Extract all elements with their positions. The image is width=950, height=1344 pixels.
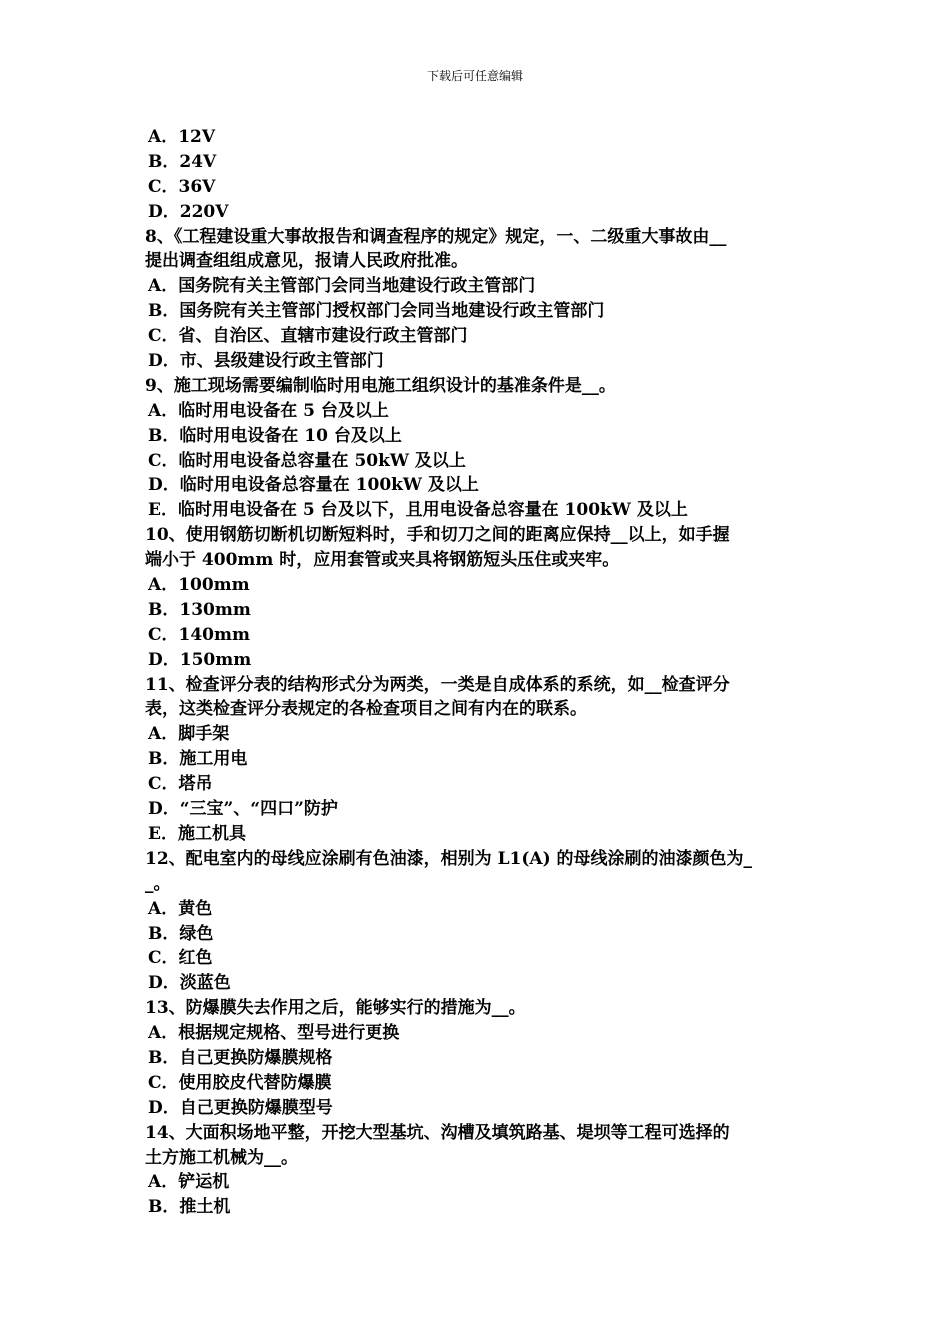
answer-option: D．150mm	[148, 649, 252, 670]
answer-option: B．推土机	[148, 1197, 231, 1218]
answer-option: B．临时用电设备在 10 台及以上	[148, 425, 402, 446]
answer-option: B．130mm	[148, 599, 251, 620]
page-header: 下载后可任意编辑	[426, 69, 523, 83]
answer-option: A．脚手架	[148, 724, 230, 745]
answer-option: A．铲运机	[148, 1172, 230, 1193]
question-text: _。	[145, 873, 171, 894]
answer-option: C．140mm	[148, 624, 250, 645]
answer-option: D．市、县级建设行政主管部门	[148, 351, 384, 372]
answer-option: A．根据规定规格、型号进行更换	[148, 1023, 400, 1044]
answer-option: D．220V	[148, 201, 229, 222]
question-text: 9、施工现场需要编制临时用电施工组织设计的基准条件是__。	[145, 375, 616, 396]
question-text: 提出调查组组成意见，报请人民政府批准。	[145, 251, 468, 272]
question-text: 端小于 400mm 时，应用套管或夹具将钢筋短头压住或夹牢。	[145, 550, 620, 571]
answer-option: A．临时用电设备在 5 台及以上	[148, 400, 389, 421]
answer-option: A．国务院有关主管部门会同当地建设行政主管部门	[148, 276, 536, 297]
answer-option: B．国务院有关主管部门授权部门会同当地建设行政主管部门	[148, 301, 605, 322]
answer-option: B．施工用电	[148, 749, 248, 770]
answer-option: C．临时用电设备总容量在 50kW 及以上	[148, 450, 466, 471]
answer-option: A．12V	[148, 127, 216, 147]
answer-option: D．临时用电设备总容量在 100kW 及以上	[148, 475, 479, 496]
answer-option: B．24V	[148, 151, 217, 172]
answer-option: E．施工机具	[148, 823, 246, 844]
answer-option: A．黄色	[148, 898, 213, 919]
answer-option: B．自己更换防爆膜规格	[148, 1047, 333, 1068]
answer-option: A．100mm	[148, 575, 250, 596]
answer-option: C．36V	[148, 176, 216, 197]
answer-option: D．“三宝”、“四口”防护	[148, 799, 338, 820]
question-text: 土方施工机械为__。	[145, 1147, 298, 1168]
document-body	[145, 125, 810, 1220]
answer-option: D．淡蓝色	[148, 973, 231, 994]
question-text: 表，这类检查评分表规定的各检查项目之间有内在的联系。	[145, 699, 587, 720]
question-text: 14、大面积场地平整，开挖大型基坑、沟槽及填筑路基、堤坝等工程可选择的	[145, 1122, 730, 1143]
answer-option: E．临时用电设备在 5 台及以下，且用电设备总容量在 100kW 及以上	[148, 500, 688, 521]
answer-option: C．塔吊	[148, 774, 213, 795]
question-text: 10、使用钢筋切断机切断短料时，手和切刀之间的距离应保持__以上，如手握	[145, 525, 730, 546]
answer-option: B．绿色	[148, 923, 214, 944]
question-text: 11、检查评分表的结构形式分为两类，一类是自成体系的系统，如__检查评分	[145, 674, 730, 695]
answer-option: C．使用胶皮代替防爆膜	[148, 1072, 332, 1093]
question-text: 8、《工程建设重大事故报告和调查程序的规定》规定，一、二级重大事故由__	[145, 226, 727, 247]
question-text: 13、防爆膜失去作用之后，能够实行的措施为__。	[145, 998, 526, 1019]
answer-option: C．红色	[148, 948, 213, 969]
answer-option: C．省、自治区、直辖市建设行政主管部门	[148, 326, 468, 347]
question-text: 12、配电室内的母线应涂刷有色油漆，相别为 L1(A) 的母线涂刷的油漆颜色为_	[145, 848, 753, 869]
answer-option: D．自己更换防爆膜型号	[148, 1097, 333, 1118]
